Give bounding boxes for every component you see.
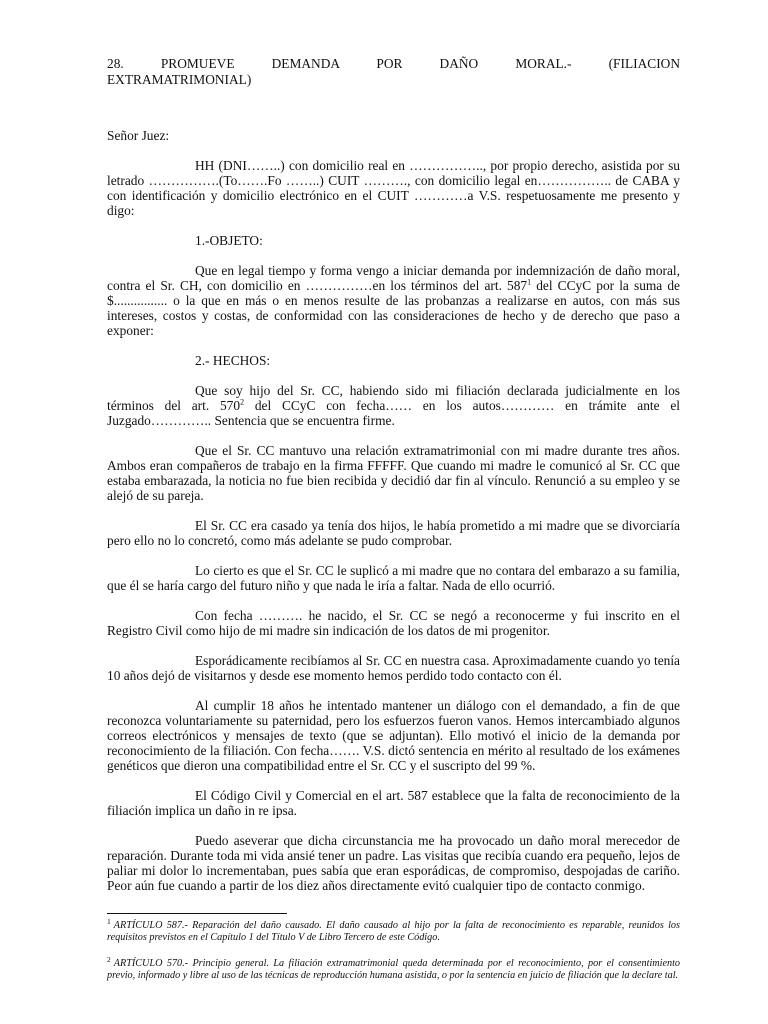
hechos-p1-text-b: del CCyC con fecha…… en los autos………… en trámite ante el Juzgado………….. Sentencia que se encuentra firme. bbox=[107, 398, 680, 428]
objeto-paragraph bbox=[107, 263, 680, 338]
hechos-paragraph-5: Con fecha ………. he nacido, el Sr. CC se negó a reconocerme y fui inscrito en el Registro Civil como hijo de mi madre sin indicación de los datos de mi progenitor. bbox=[107, 608, 680, 638]
hechos-paragraph-1 bbox=[107, 383, 680, 428]
footnote-2 bbox=[107, 954, 680, 982]
objeto-text-b: del CCyC por la suma de $................ o la que en más o en menos resulte de las probanzas a realizarse en autos, con más sus intereses, costos y costas, de conformidad con las consideraciones de hecho y de derecho que paso a exponer: bbox=[107, 278, 680, 338]
footnote-2-text: ARTÍCULO 570.- Principio general. La filiación extramatrimonial queda determinada por el reconocimiento, por el consentimiento previo, informado y libre al uso de las técnicas de reproducción humana asistida, o por la sentencia en juicio de filiación que la declare tal. bbox=[107, 958, 680, 981]
footnote-2-number: 2 bbox=[107, 954, 111, 964]
hechos-paragraph-3: El Sr. CC era casado ya tenía dos hijos, le había prometido a mi madre que se divorciaría pero ello no lo concretó, como más adelante se pudo comprobar. bbox=[107, 518, 680, 548]
footnote-ref-2: 2 bbox=[240, 397, 245, 407]
hechos-paragraph-2: Que el Sr. CC mantuvo una relación extramatrimonial con mi madre durante tres años. Ambos eran compañeros de trabajo en la firma FFFFF. Que cuando mi madre le comunicó al Sr. CC que estaba embarazada, la noticia no fue bien recibida y decidió dar fin al vínculo. Renunció a su empleo y se alejó de su pareja. bbox=[107, 443, 680, 503]
footnote-1-number: 1 bbox=[107, 916, 111, 926]
greeting: Señor Juez: bbox=[107, 128, 170, 143]
title-line-2: EXTRAMATRIMONIAL) bbox=[107, 72, 252, 87]
hechos-paragraph-9: Puedo aseverar que dicha circunstancia me ha provocado un daño moral merecedor de reparación. Durante toda mi vida ansié tener un padre. Las visitas que recibía cuando era pequeño, lejos de paliar mi dolor lo incrementaban, pues sabía que eran esporádicas, de compromiso, despojadas de cariño. Peor aún fue cuando a partir de los diez años directamente evitó cualquier tipo de contacto conmigo. bbox=[107, 833, 680, 893]
hechos-paragraph-8: El Código Civil y Comercial en el art. 587 establece que la falta de reconocimiento de la filiación implica un daño in re ipsa. bbox=[107, 788, 680, 818]
footnote-1-text: ARTÍCULO 587.- Reparación del daño causado. El daño causado al hijo por la falta de reconocimiento es reparable, reunidos los requisitos previstos en el Capítulo 1 del Título V de Libro Tercero de este Código. bbox=[107, 920, 680, 943]
hechos-paragraph-7: Al cumplir 18 años he intentado mantener un diálogo con el demandado, a fin de que reconozca voluntariamente su paternidad, pero los esfuerzos fueron vanos. Hemos intercambiado algunos correos electrónicos y mensajes de texto (que se adjuntan). Ello motivó el inicio de la demanda por reconocimiento de la filiación. Con fecha……. V.S. dictó sentencia en mérito al resultado de los exámenes genéticos que dieron una compatibilidad entre el Sr. CC y el suscripto del 99 %. bbox=[107, 698, 680, 773]
footnote-1 bbox=[107, 916, 680, 944]
section-heading-hechos: 2.- HECHOS: bbox=[195, 353, 271, 368]
footnote-divider bbox=[107, 913, 287, 914]
intro-paragraph: HH (DNI……..) con domicilio real en …………….., por propio derecho, asistida por su letrado …………….(To…….Fo ……..) CUIT ………., con domicilio legal en…………….. de CABA y con identificación y domicilio electrónico en el CUIT …………a V.S. respetuosamente me presento y digo: bbox=[107, 158, 680, 218]
hechos-p1-text-a: Que soy hijo del Sr. CC, habiendo sido mi filiación declarada judicialmente en los términos del art. 570 bbox=[107, 383, 680, 413]
document-title bbox=[107, 56, 680, 88]
hechos-paragraph-6: Esporádicamente recibíamos al Sr. CC en nuestra casa. Aproximadamente cuando yo tenía 10 años dejó de visitarnos y desde ese momento hemos perdido todo contacto con él. bbox=[107, 653, 680, 683]
title-line-1: 28. PROMUEVE DEMANDA POR DAÑO MORAL.- (FILIACION bbox=[107, 56, 680, 71]
hechos-paragraph-4: Lo cierto es que el Sr. CC le suplicó a mi madre que no contara del embarazo a su familia, que él se haría cargo del futuro niño y que nada le iría a faltar. Nada de ello ocurrió. bbox=[107, 563, 680, 593]
document-body bbox=[107, 128, 680, 908]
footnote-ref-1: 1 bbox=[527, 277, 532, 287]
section-heading-objeto: 1.-OBJETO: bbox=[195, 233, 263, 248]
objeto-text-a: Que en legal tiempo y forma vengo a iniciar demanda por indemnización de daño moral, contra el Sr. CH, con domicilio en ……………en los términos del art. 587 bbox=[107, 263, 680, 293]
